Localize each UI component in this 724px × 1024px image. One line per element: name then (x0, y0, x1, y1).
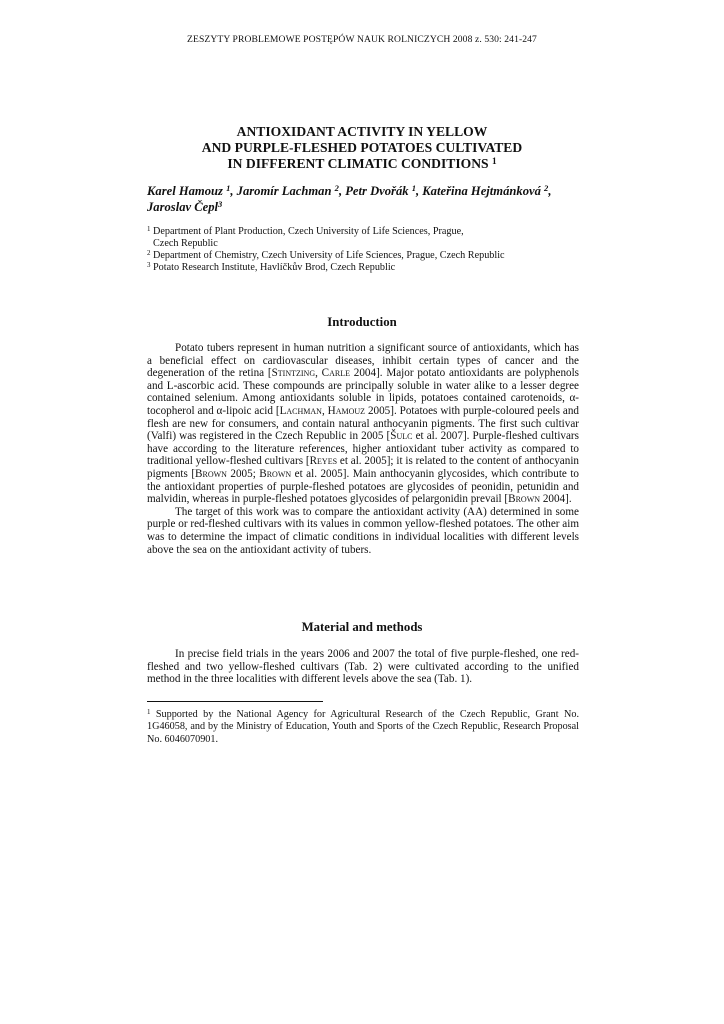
affiliation-text: Potato Research Institute, Havlíčkův Brod, Czech Republic (153, 262, 396, 273)
citation-author: Brown (508, 493, 541, 506)
methods-body (147, 648, 579, 686)
citation-year: et al. 2005 (337, 455, 387, 468)
author-affiliation-mark: 1 (411, 183, 416, 194)
introduction-body (147, 342, 579, 556)
citation-year: et al. 2005 (291, 467, 343, 480)
citation-author: Brown (195, 467, 227, 480)
affiliation-item (147, 250, 587, 262)
citation-year: 2005 (365, 404, 391, 417)
citation-year: 2004 (350, 367, 377, 380)
citation-author: Šulc (390, 430, 413, 443)
footnote (147, 709, 579, 746)
title-line: AND PURPLE-FLESHED POTATOES CULTIVATED (201, 140, 523, 155)
author-affiliation-mark: 1 (226, 183, 231, 194)
introduction-heading: Introduction (327, 315, 397, 329)
author-name: Jaromír Lachman (236, 184, 332, 198)
paragraph-text: ]; it is related to the content of anthocyanin pigments [ (147, 455, 579, 480)
affiliation-item (147, 262, 587, 274)
paragraph-text: Potato tubers represent in human nutrition a significant source of antioxidants, which has a beneficial effect on cardiovascular diseases, inhibit certain types of cancer and the degeneration of the retina [ (147, 342, 579, 380)
title-line-text: IN DIFFERENT CLIMATIC CONDITIONS (227, 156, 489, 171)
paragraph: The target of this work was to compare the antioxidant activity (AA) determined in some purple or red-fleshed cultivars with its values in common yellow-fleshed potatoes. The other aim was to determine the impact of climatic conditions in individual localities with different levels above the sea on the antioxidant activity of tubers. (147, 505, 579, 556)
footnote-divider (147, 701, 323, 702)
affiliation-item-continued: Czech Republic (153, 238, 218, 249)
title-line (90, 156, 634, 172)
citation-year: 2004 (540, 493, 566, 506)
footnote-mark: 1 (147, 708, 151, 716)
author-affiliation-mark: 3 (218, 199, 223, 210)
affiliation-item (147, 226, 587, 238)
author-list: Karel Hamouz $^1$, Jaromír Lachman $^2$, Petr Dvořák $^1$, Kateřina Hejtmánková $^2$, Jaroslav Čepl$^3$ (147, 183, 552, 214)
citation-author: Reyes (309, 455, 338, 468)
author-name: Jaroslav Čepl (147, 200, 219, 214)
paragraph-text: ]. Main anthocyanin glycosides, which contribute to the antioxidant properties of purple-fleshed potatoes are glycosides of peonidin, petunidin and malvidin, whereas in purple-fleshed potatoes glycosides of pelargonidin prevail [ (147, 467, 580, 506)
citation-year: et al. 2007 (412, 430, 463, 443)
paper-title (90, 124, 634, 172)
author-name: Karel Hamouz (147, 184, 223, 198)
author-affiliation-mark: 2 (544, 183, 549, 194)
affiliation-mark: 1 (147, 225, 151, 233)
title-line: ANTIOXIDANT ACTIVITY IN YELLOW (236, 124, 488, 139)
affiliation-text: Department of Chemistry, Czech University of Life Sciences, Prague, Czech Republic (153, 250, 505, 261)
paragraph-text: ]. (565, 493, 572, 506)
citation-year: 2005; (226, 467, 260, 480)
affiliation-mark: 2 (147, 249, 151, 257)
author-name: Kateřina Hejtmánková (422, 184, 541, 198)
running-head: ZESZYTY PROBLEMOWE POSTĘPÓW NAUK ROLNICZYCH 2008 z. 530: 241-247 (187, 34, 537, 45)
affiliation-mark: 3 (147, 261, 151, 269)
methods-heading: Material and methods (301, 620, 423, 634)
paragraph-text: ]. Purple-fleshed cultivars have according to the literature references, higher antioxidant tuber activity as compared to traditional yellow-fleshed cultivars [ (147, 430, 579, 468)
affiliations (147, 226, 587, 274)
paragraph-text: ]. Major potato antioxidants are polyphenols and L-ascorbic acid. These compounds are principally soluble in water alike to a lesser degree contained selenium. Among antioxidants soluble in lipids, potatoes contained carotenoids, α-tocopherol and α-lipoic acid [ (147, 367, 580, 417)
title-footnote-mark: 1 (492, 155, 497, 166)
paragraph (147, 342, 579, 506)
affiliation-text: Department of Plant Production, Czech University of Life Sciences, Prague, (153, 226, 464, 237)
paragraph-text: ]. Potatoes with purple-coloured peels and flesh are new for consumers, and contain natural anthocyanin pigments. The first such cultivar (Valfi) was registered in the Czech Republic in 2005 [ (147, 404, 579, 443)
author-affiliation-mark: 2 (334, 183, 339, 194)
footnote-text: Supported by the National Agency for Agricultural Research of the Czech Republic, Grant No. 1G46058, and by the Ministry of Education, Youth and Sports of the Czech Republic, Research Proposal No. 6046070901. (147, 709, 579, 745)
citation-author: Lachman, Hamouz (279, 404, 366, 417)
citation-author: Stintzing, Carle (271, 367, 350, 380)
paragraph: In precise field trials in the years 2006 and 2007 the total of five purple-fleshed, one red-fleshed and two yellow-fleshed cultivars (Tab. 2) were cultivated according to the unified method in the three localities with different levels above the sea (Tab. 1). (147, 648, 579, 686)
citation-author: Brown (259, 467, 292, 480)
author-name: Petr Dvořák (345, 184, 409, 198)
